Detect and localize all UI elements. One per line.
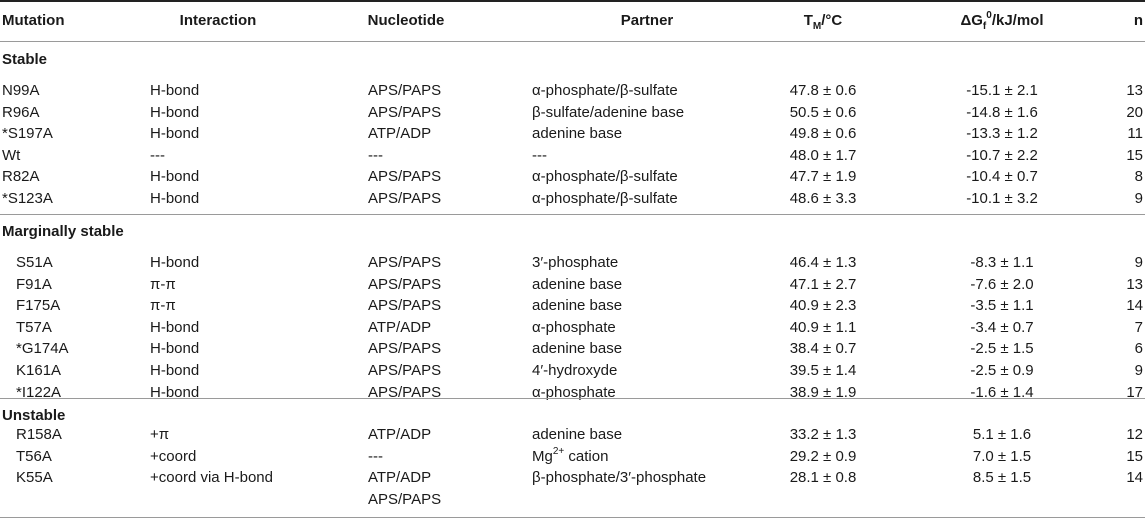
cell-n: 20 [1126, 103, 1143, 121]
header-mutation: Mutation [2, 12, 65, 29]
cell-n: 13 [1126, 275, 1143, 293]
cell-tm: 48.0 ± 1.7 [789, 146, 857, 164]
cell-n: 9 [1134, 190, 1143, 207]
table-row-continuation [0, 489, 1145, 510]
cell-dg: -2.5 ± 1.5 [970, 340, 1034, 358]
cell-interaction: π-π [150, 275, 176, 293]
cell-mutation: *S197A [2, 125, 53, 143]
cell-interaction: H-bond [150, 362, 200, 379]
table-row [0, 80, 1145, 101]
header-n: n [1133, 12, 1143, 29]
cell-partner: adenine base [532, 297, 623, 315]
cell-nucleotide: APS/PAPS [368, 254, 442, 271]
cell-n: 12 [1126, 426, 1143, 443]
cell-n: 13 [1126, 82, 1143, 99]
cell-nucleotide: APS/PAPS [368, 103, 442, 121]
cell-mutation: R82A [2, 168, 40, 186]
cell-interaction: H-bond [150, 318, 200, 336]
cell-nucleotide: APS/PAPS [368, 190, 442, 207]
section-rule [0, 398, 1145, 399]
partner-text: Mg [532, 447, 553, 465]
section-rule [0, 214, 1145, 215]
cell-dg: -10.7 ± 2.2 [966, 146, 1038, 164]
cell-dg: -10.1 ± 3.2 [966, 190, 1038, 207]
cell-interaction: H-bond [150, 103, 200, 121]
cell-tm: 48.6 ± 3.3 [789, 190, 857, 207]
cell-interaction: H-bond [150, 340, 200, 358]
table-row [0, 295, 1145, 316]
cell-n: 15 [1126, 447, 1143, 465]
cell-partner: α-phosphate [532, 318, 616, 336]
cell-partner: α-phosphate/β-sulfate [532, 82, 678, 99]
cell-n: 7 [1134, 318, 1143, 336]
cell-interaction: H-bond [150, 383, 200, 401]
cell-mutation: R96A [2, 103, 40, 121]
table-row [0, 424, 1145, 445]
cell-partner: α-phosphate/β-sulfate [532, 190, 678, 207]
cell-dg: -13.3 ± 1.2 [966, 125, 1038, 143]
cell-mutation: N99A [2, 82, 40, 99]
header-row [0, 1, 1145, 41]
table-row [0, 102, 1145, 123]
cell-partner: 3′-phosphate [532, 254, 619, 271]
cell-partner: adenine base [532, 125, 623, 143]
cell-tm: 50.5 ± 0.6 [789, 103, 857, 121]
cell-n: 8 [1134, 168, 1143, 186]
cell-mutation: K161A [16, 362, 62, 379]
table-bottom-rule [0, 517, 1145, 518]
table-row [0, 166, 1145, 187]
cell-nucleotide: ATP/ADP [368, 469, 432, 487]
header-rule [0, 41, 1145, 42]
cell-n: 14 [1126, 297, 1143, 315]
cell-nucleotide: APS/PAPS [368, 275, 442, 293]
cell-dg: -3.5 ± 1.1 [970, 297, 1034, 315]
table-row [0, 123, 1145, 144]
header-interaction: Interaction [179, 12, 257, 29]
cell-mutation: F175A [16, 297, 61, 315]
table-row [0, 467, 1145, 488]
cell-tm: 33.2 ± 1.3 [789, 426, 857, 443]
header-nucleotide: Nucleotide [367, 12, 445, 29]
cell-partner: adenine base [532, 340, 623, 358]
cell-mutation: Wt [2, 146, 21, 164]
cell-tm: 39.5 ± 1.4 [789, 362, 857, 379]
cell-dg: -8.3 ± 1.1 [970, 254, 1034, 271]
header-dg: $\Delta G_f^0/kJ$/mol [960, 10, 1044, 32]
cell-interaction: H-bond [150, 82, 200, 99]
table-row [0, 145, 1145, 166]
table-row [0, 446, 1145, 467]
cell-dg: 7.0 ± 1.5 [972, 447, 1032, 465]
cell-interaction: +coord via H-bond [150, 469, 273, 487]
cell-dg: -14.8 ± 1.6 [966, 103, 1038, 121]
cell-tm: 49.8 ± 0.6 [789, 125, 857, 143]
cell-interaction: H-bond [150, 168, 200, 186]
header-tm: $T_M/^\circ C$ [803, 12, 843, 32]
partner-tail: cation [564, 447, 609, 465]
cell-partner: β-sulfate/adenine base [532, 103, 685, 121]
table-row [0, 317, 1145, 338]
cell-nucleotide: --- [368, 447, 383, 465]
cell-mutation: *S123A [2, 190, 53, 207]
section-label: Marginally stable [2, 223, 124, 240]
cell-interaction: H-bond [150, 254, 200, 271]
cell-mutation: *I122A [16, 383, 62, 401]
section-label: Unstable [2, 407, 66, 424]
cell-mutation: F91A [16, 275, 52, 293]
cell-interaction: H-bond [150, 125, 200, 143]
cell-nucleotide: ATP/ADP [368, 125, 432, 143]
cell-n: 17 [1126, 383, 1143, 401]
cell-tm: 47.7 ± 1.9 [789, 168, 857, 186]
cell-nucleotide: APS/PAPS [368, 82, 442, 99]
cell-n: 9 [1134, 362, 1143, 379]
cell-mutation: R158A [16, 426, 62, 443]
cell-partner: --- [532, 146, 547, 164]
cell-mutation: T56A [16, 447, 52, 465]
cell-nucleotide: APS/PAPS [368, 297, 442, 315]
cell-partner: α-phosphate/β-sulfate [532, 168, 678, 186]
cell-tm: 29.2 ± 0.9 [789, 447, 857, 465]
cell-tm: 40.9 ± 2.3 [789, 297, 857, 315]
cell-tm: 38.9 ± 1.9 [789, 383, 857, 401]
cell-n: 14 [1126, 469, 1143, 487]
cell-tm: 40.9 ± 1.1 [789, 318, 857, 336]
cell-n: 9 [1134, 254, 1143, 271]
table-row [0, 360, 1145, 381]
cell-nucleotide: APS/PAPS [368, 168, 442, 186]
cell-interaction: --- [150, 146, 165, 164]
cell-partner: α-phosphate [532, 383, 616, 401]
cell-nucleotide: ATP/ADP [368, 426, 432, 443]
cell-dg: -3.4 ± 0.7 [970, 318, 1034, 336]
cell-nucleotide: --- [368, 146, 383, 164]
cell-interaction: H-bond [150, 190, 200, 207]
cell-mutation: K55A [16, 469, 53, 487]
section-title [0, 48, 1145, 72]
cell-partner: β-phosphate/3′-phosphate [532, 469, 707, 487]
cell-tm: 47.8 ± 0.6 [789, 82, 857, 99]
cell-n: 11 [1127, 125, 1143, 143]
section-title [0, 220, 1145, 244]
cell-n: 15 [1126, 146, 1143, 164]
cell-tm: 47.1 ± 2.7 [789, 275, 857, 293]
cell-dg: -1.6 ± 1.4 [970, 383, 1034, 401]
cell-tm: 28.1 ± 0.8 [789, 469, 857, 487]
cell-interaction: +coord [150, 447, 197, 465]
cell-dg: -15.1 ± 2.1 [966, 82, 1038, 99]
partner-superscript: 2+ [552, 445, 565, 457]
cell-mutation: T57A [16, 318, 52, 336]
cell-partner: 4′-hydroxyde [532, 362, 618, 379]
cell-tm: 46.4 ± 1.3 [789, 254, 857, 271]
cell-mutation: *G174A [16, 340, 69, 358]
cell-partner: adenine base [532, 426, 623, 443]
table-row [0, 338, 1145, 359]
table-row [0, 274, 1145, 295]
cell-partner: adenine base [532, 275, 623, 293]
cell-nucleotide: APS/PAPS [368, 490, 442, 508]
cell-dg: -2.5 ± 0.9 [970, 362, 1034, 379]
cell-nucleotide: APS/PAPS [368, 383, 442, 401]
cell-nucleotide: ATP/ADP [368, 318, 432, 336]
cell-dg: 5.1 ± 1.6 [972, 426, 1032, 443]
cell-partner [532, 446, 608, 469]
cell-dg: 8.5 ± 1.5 [972, 469, 1032, 487]
cell-nucleotide: APS/PAPS [368, 362, 442, 379]
section-label: Stable [2, 51, 48, 68]
table-row [0, 188, 1145, 209]
header-partner: Partner [620, 12, 674, 29]
cell-mutation: S51A [16, 254, 53, 271]
cell-n: 6 [1134, 340, 1143, 358]
cell-interaction: +π [150, 426, 170, 443]
cell-dg: -7.6 ± 2.0 [970, 275, 1034, 293]
table-row [0, 252, 1145, 273]
table-row [0, 382, 1145, 403]
cell-nucleotide: APS/PAPS [368, 340, 442, 358]
cell-interaction: π-π [150, 297, 176, 315]
cell-tm: 38.4 ± 0.7 [789, 340, 857, 358]
cell-dg: -10.4 ± 0.7 [966, 168, 1038, 186]
